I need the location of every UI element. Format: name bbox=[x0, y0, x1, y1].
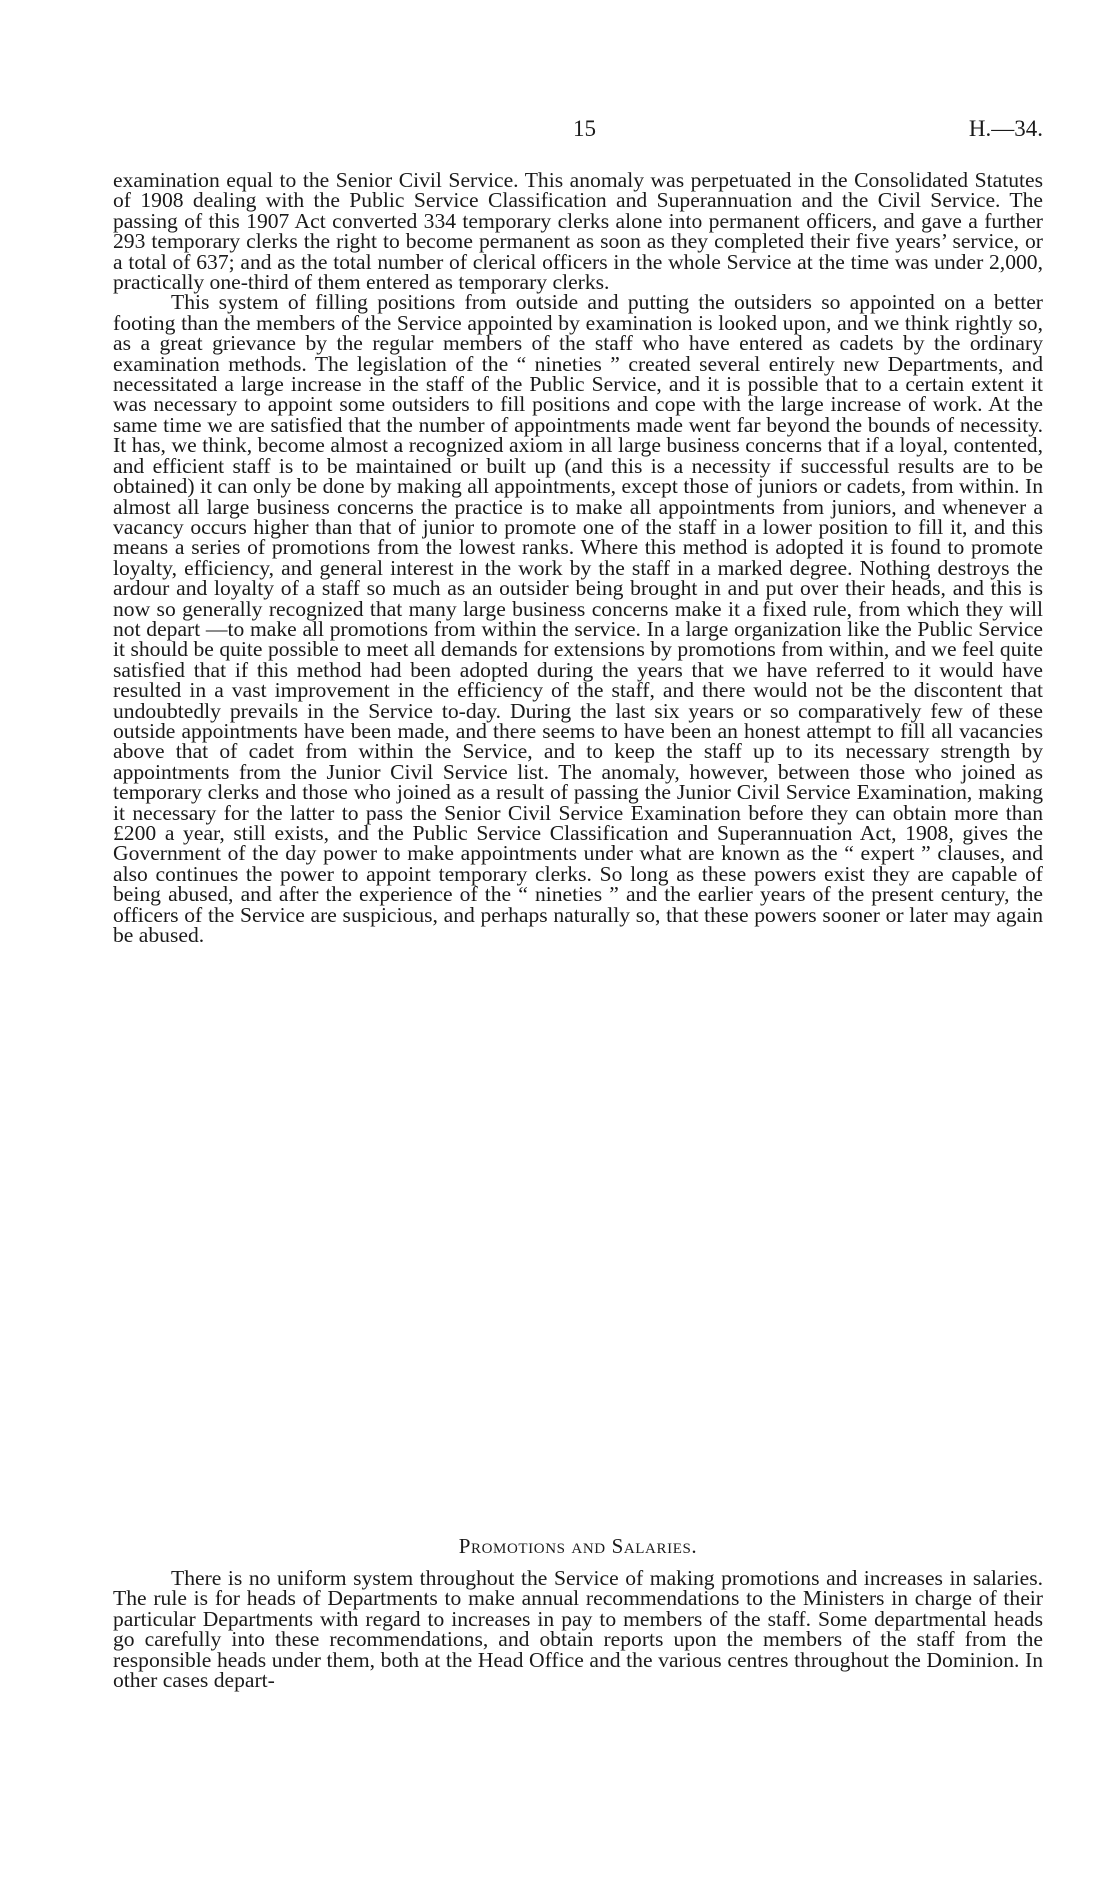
paragraph-promotions: There is no uniform system throughout the Service of making promotions and increases in salaries. The rule is for heads of Departments to make annual recommendations to the Ministers in charge of their particular Departments with regard to increases in pay to members of the staff. Some departmental heads go carefully into these recommendations, and obtain reports upon the members of the staff from the responsible heads under them, both at the Head Office and the various centres throughout the Dominion. In other cases depart- bbox=[113, 1566, 1043, 1693]
document-reference: H.—34. bbox=[968, 116, 1043, 141]
paragraph-continued: examination equal to the Senior Civil Service. This anomaly was perpetuated in the Consolidated Statutes of 1908 dealing with the Public Service Classification and Superannuation and the Civil Service. The passing of this 1907 Act converted 334 temporary clerks alone into permanent officers, and gave a further 293 temporary clerks the right to become permanent as soon as they completed their five years’ service, or a total of 637; and as the total number of clerical officers in the whole Service at the time was under 2,000, practically one-third of them entered as temporary clerks. bbox=[113, 168, 1043, 295]
page-header bbox=[113, 116, 1043, 150]
section-heading: Promotions and Salaries. bbox=[458, 1534, 698, 1558]
body-text bbox=[113, 168, 1043, 948]
page-number: 15 bbox=[573, 116, 596, 141]
section-body bbox=[113, 1566, 1043, 1693]
paragraph-outside-appointments: This system of filling positions from outside and putting the outsiders so appointed on a better footing than the members of the Service appointed by examination is looked upon, and we think rightly so, as a great grievance by the regular members of the staff who have entered as cadets by the ordinary examination methods. The legislation of the “ nineties ” created several entirely new Departments, and necessitated a large increase in the staff of the Public Service, and it is possible that to a certain extent it was necessary to appoint some outsiders to fill positions and cope with the large increase of work. At the same time we are satisfied that the number of appointments made went far beyond the bounds of necessity. It has, we think, become almost a recognized axiom in all large business concerns that if a loyal, contented, and efficient staff is to be maintained or built up (and this is a necessity if successful results are to be obtained) it can only be done by making all appointments, except those of juniors or cadets, from within. In almost all large business concerns the practice is to make all appointments from juniors, and whenever a vacancy occurs higher than that of junior to promote one of the staff in a lower position to fill it, and this means a series of promotions from the lowest ranks. Where this method is adopted it is found to promote loyalty, efficiency, and general interest in the work by the staff in a marked degree. Nothing destroys the ardour and loyalty of a staff so much as an outsider being brought in and put over their heads, and this is now so generally recognized that many large business concerns make it a fixed rule, from which they will not depart —to make all promotions from within the service. In a large organization like the Public Service it should be quite possible to meet all demands for extensions by promotions from within, and we feel quite satisfied that if this method had been adopted during the years that we have referred to it would have resulted in a vast improvement in the efficiency of the staff, and there would not be the discontent that undoubtedly prevails in the Service to-day. During the last six years or so comparatively few of these outside appointments have been made, and there seems to have been an honest attempt to fill all vacancies above that of cadet from within the Service, and to keep the staff up to its necessary strength by appointments from the Junior Civil Service list. The anomaly, however, between those who joined as temporary clerks and those who joined as a result of passing the Junior Civil Service Examination, making it necessary for the latter to pass the Senior Civil Service Examination before they can obtain more than £200 a year, still exists, and the Public Service Classification and Superannuation Act, 1908, gives the Government of the day power to make appointments under what are known as the “ expert ” clauses, and also continues the power to appoint temporary clerks. So long as these powers exist they are capable of being abused, and after the experience of the “ nineties ” and the earlier years of the present century, the officers of the Service are suspicious, and perhaps naturally so, that these powers sooner or later may again be abused. bbox=[113, 290, 1043, 948]
